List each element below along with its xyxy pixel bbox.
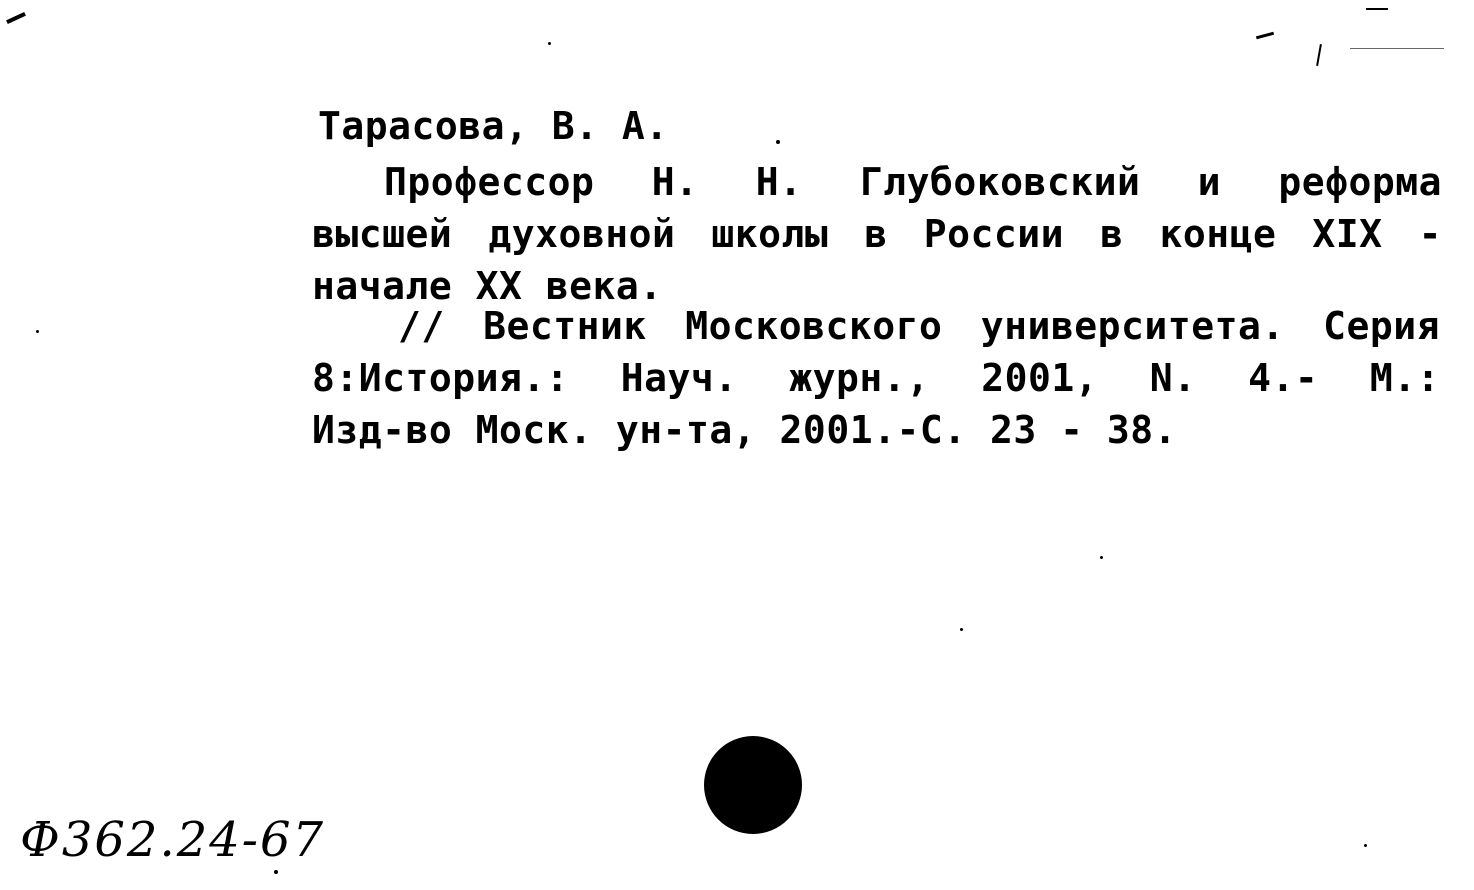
scan-mark-top-left — [6, 12, 26, 24]
scan-mark-top-right-2 — [1350, 48, 1444, 49]
punch-hole — [704, 736, 802, 834]
speck — [548, 42, 551, 45]
card-source — [312, 300, 1440, 456]
scan-mark-top-right-4 — [1316, 44, 1322, 66]
card-source-line: Изд-во Моск. ун-та, 2001.-С. 23 - 38. — [312, 408, 1177, 452]
scan-mark-top-right-3 — [1256, 32, 1274, 40]
shelfmark-handwritten: Ф362.24-67 — [20, 812, 326, 868]
card-title-line: начале XX века. — [312, 264, 663, 308]
scan-mark-top-right-1 — [1366, 8, 1388, 10]
card-title-line: Профессор Н. Н. Глубоковский и реформа — [384, 160, 1442, 204]
card-author: Тарасова, В. А. — [318, 104, 669, 148]
speck — [776, 140, 780, 144]
speck — [1100, 556, 1103, 559]
speck — [36, 330, 39, 333]
card-source-line: 8:История.: Науч. журн., 2001, N. 4.- М.: — [312, 356, 1440, 400]
speck — [274, 870, 278, 874]
card-title-line: высшей духовной школы в России в конце XIX - — [312, 212, 1442, 256]
card-title — [312, 156, 1442, 312]
card-source-line: // Вестник Московского университета. Серия — [398, 304, 1440, 348]
speck — [960, 628, 963, 631]
speck — [1364, 844, 1367, 847]
